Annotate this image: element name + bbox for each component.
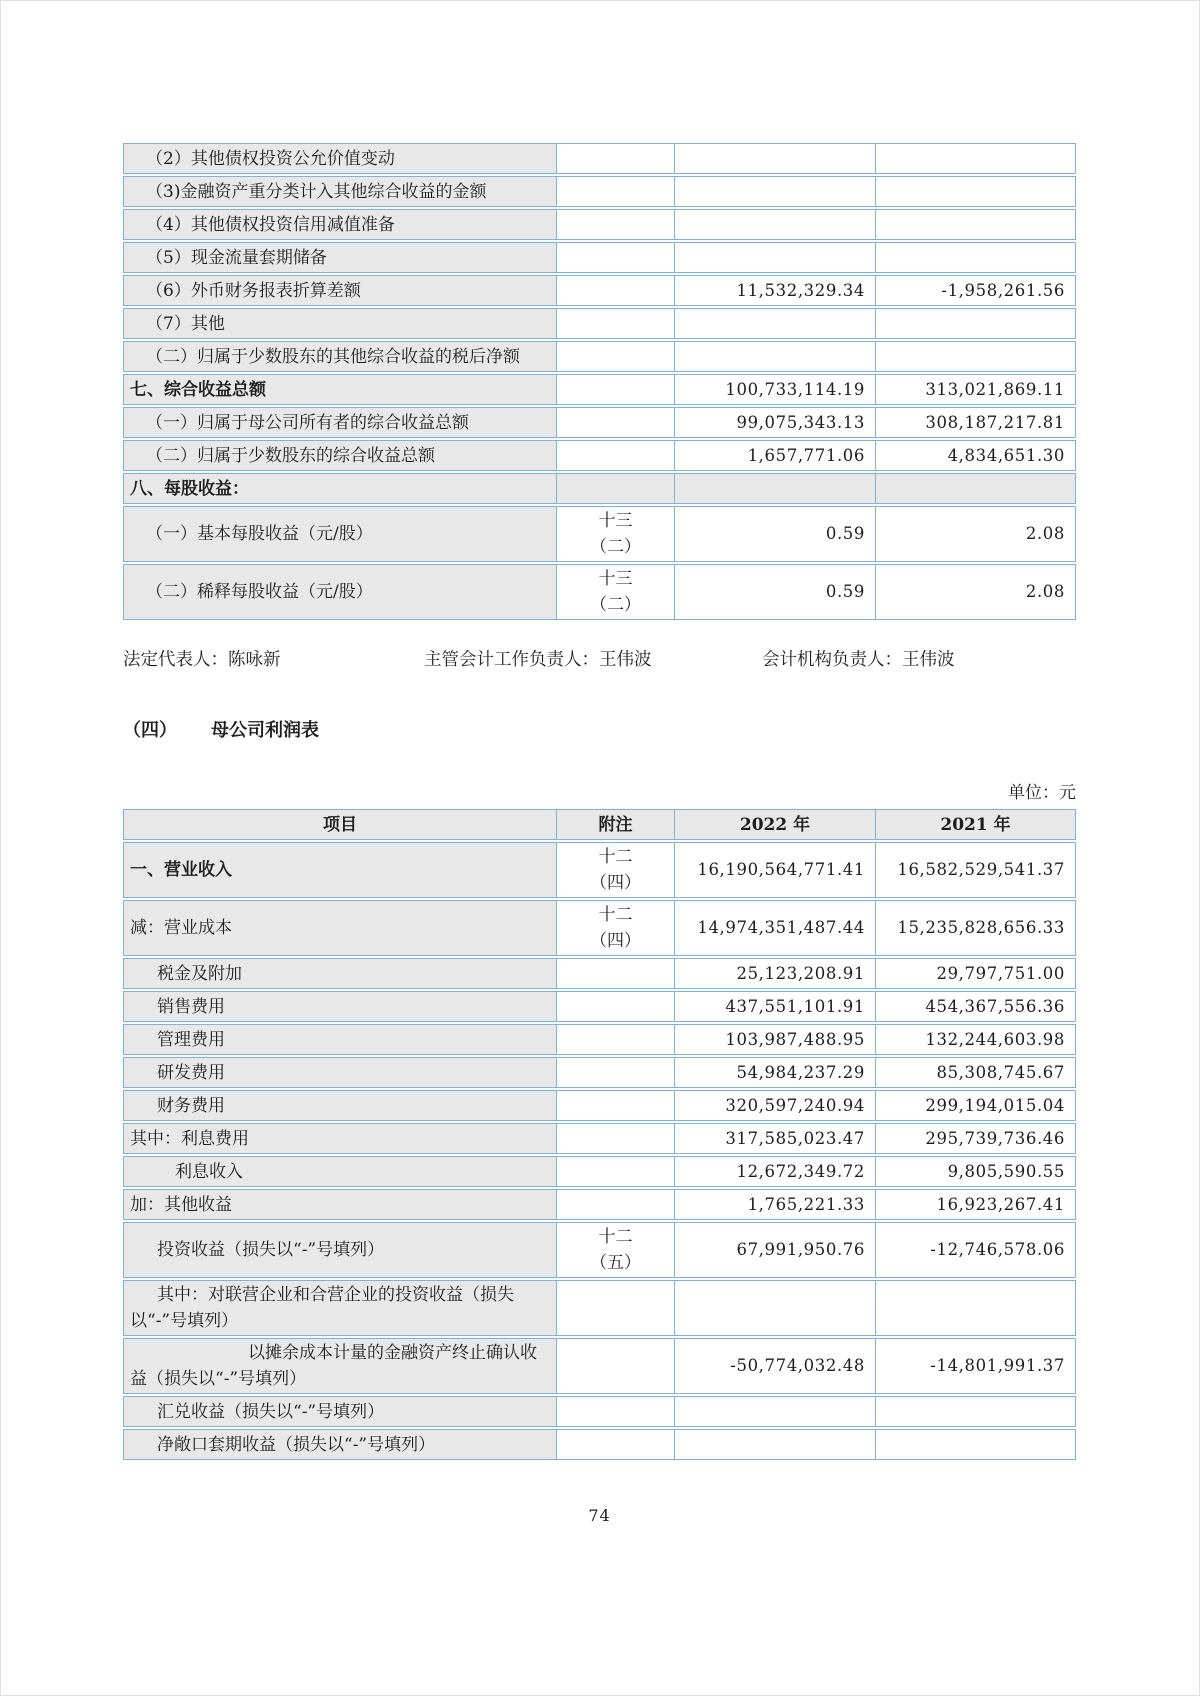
current-period-value-cell bbox=[674, 143, 875, 174]
prior-period-value-cell bbox=[875, 1396, 1076, 1427]
current-period-value-cell: 99,075,343.13 bbox=[674, 407, 875, 438]
table-row bbox=[123, 176, 1076, 207]
prior-period-value-cell: 16,923,267.41 bbox=[875, 1189, 1076, 1220]
note-cell bbox=[556, 1024, 674, 1055]
current-period-value-cell: 12,672,349.72 bbox=[674, 1156, 875, 1187]
note-cell bbox=[556, 473, 674, 504]
note-cell bbox=[556, 143, 674, 174]
prior-period-value-cell bbox=[875, 473, 1076, 504]
prior-period-value-cell: 15,235,828,656.33 bbox=[875, 900, 1076, 956]
note-cell bbox=[556, 1189, 674, 1220]
table-row bbox=[123, 440, 1076, 471]
parent-company-income-statement-table bbox=[123, 807, 1076, 1462]
item-cell: （5）现金流量套期储备 bbox=[123, 242, 556, 273]
note-cell bbox=[556, 407, 674, 438]
current-period-value-cell bbox=[674, 473, 875, 504]
note-cell: 十三 （二） bbox=[556, 564, 674, 620]
prior-period-value-cell: 295,739,736.46 bbox=[875, 1123, 1076, 1154]
accounting-department-head-label: 会计机构负责人：王伟波 bbox=[762, 650, 955, 670]
note-cell: 十二 （五） bbox=[556, 1222, 674, 1278]
prior-period-value-cell: 4,834,651.30 bbox=[875, 440, 1076, 471]
note-cell bbox=[556, 991, 674, 1022]
note-cell bbox=[556, 1123, 674, 1154]
item-cell: （二）归属于少数股东的其他综合收益的税后净额 bbox=[123, 341, 556, 372]
consolidated-table-body bbox=[123, 143, 1076, 620]
current-period-value-cell: 320,597,240.94 bbox=[674, 1090, 875, 1121]
item-cell: 投资收益（损失以“-”号填列） bbox=[123, 1222, 556, 1278]
current-period-value-cell: 103,987,488.95 bbox=[674, 1024, 875, 1055]
item-cell: （4）其他债权投资信用减值准备 bbox=[123, 209, 556, 240]
note-cell bbox=[556, 1338, 674, 1394]
table-row bbox=[123, 1280, 1076, 1336]
item-cell: 汇兑收益（损失以“-”号填列） bbox=[123, 1396, 556, 1427]
table-row bbox=[123, 1123, 1076, 1154]
current-period-value-cell: 54,984,237.29 bbox=[674, 1057, 875, 1088]
prior-period-value-cell: 29,797,751.00 bbox=[875, 958, 1076, 989]
item-cell: （7）其他 bbox=[123, 308, 556, 339]
prior-period-value-cell bbox=[875, 1280, 1076, 1336]
item-cell: 研发费用 bbox=[123, 1057, 556, 1088]
item-cell: （一）归属于母公司所有者的综合收益总额 bbox=[123, 407, 556, 438]
table-row bbox=[123, 900, 1076, 956]
note-cell bbox=[556, 275, 674, 306]
table-row bbox=[123, 407, 1076, 438]
item-cell: 其中：利息费用 bbox=[123, 1123, 556, 1154]
table-row bbox=[123, 1396, 1076, 1427]
current-period-value-cell bbox=[674, 209, 875, 240]
table-row bbox=[123, 842, 1076, 898]
prior-period-value-cell bbox=[875, 209, 1076, 240]
prior-period-value-cell bbox=[875, 143, 1076, 174]
note-cell bbox=[556, 1396, 674, 1427]
table-row bbox=[123, 341, 1076, 372]
header-item: 项目 bbox=[123, 809, 556, 840]
note-cell bbox=[556, 374, 674, 405]
prior-period-value-cell bbox=[875, 1429, 1076, 1460]
header-2021: 2021 年 bbox=[875, 809, 1076, 840]
current-period-value-cell bbox=[674, 176, 875, 207]
chief-accounting-officer-label: 主管会计工作负责人：王伟波 bbox=[424, 650, 652, 670]
note-cell bbox=[556, 1057, 674, 1088]
item-cell: 以摊余成本计量的金融资产终止确认收益（损失以“-”号填列） bbox=[123, 1338, 556, 1394]
note-cell bbox=[556, 958, 674, 989]
note-cell bbox=[556, 1156, 674, 1187]
prior-period-value-cell: 308,187,217.81 bbox=[875, 407, 1076, 438]
table-row bbox=[123, 473, 1076, 504]
current-period-value-cell: 67,991,950.76 bbox=[674, 1222, 875, 1278]
note-cell: 十二 （四） bbox=[556, 842, 674, 898]
prior-period-value-cell: 2.08 bbox=[875, 564, 1076, 620]
item-cell: 加：其他收益 bbox=[123, 1189, 556, 1220]
table-row bbox=[123, 275, 1076, 306]
current-period-value-cell bbox=[674, 308, 875, 339]
table-row bbox=[123, 1057, 1076, 1088]
prior-period-value-cell: -12,746,578.06 bbox=[875, 1222, 1076, 1278]
consolidated-income-statement-table bbox=[123, 141, 1076, 622]
table-row bbox=[123, 1189, 1076, 1220]
item-cell: 净敞口套期收益（损失以“-”号填列） bbox=[123, 1429, 556, 1460]
current-period-value-cell: 0.59 bbox=[674, 564, 875, 620]
prior-period-value-cell: 16,582,529,541.37 bbox=[875, 842, 1076, 898]
note-cell: 十二 （四） bbox=[556, 900, 674, 956]
current-period-value-cell: 1,657,771.06 bbox=[674, 440, 875, 471]
note-cell bbox=[556, 1429, 674, 1460]
prior-period-value-cell: 132,244,603.98 bbox=[875, 1024, 1076, 1055]
item-cell: 销售费用 bbox=[123, 991, 556, 1022]
prior-period-value-cell bbox=[875, 308, 1076, 339]
prior-period-value-cell: -14,801,991.37 bbox=[875, 1338, 1076, 1394]
header-2022: 2022 年 bbox=[674, 809, 875, 840]
current-period-value-cell: 0.59 bbox=[674, 506, 875, 562]
page-number: 74 bbox=[588, 1506, 611, 1525]
table-row bbox=[123, 209, 1076, 240]
prior-period-value-cell: -1,958,261.56 bbox=[875, 275, 1076, 306]
prior-period-value-cell: 2.08 bbox=[875, 506, 1076, 562]
note-cell bbox=[556, 440, 674, 471]
table-row bbox=[123, 564, 1076, 620]
item-cell: （二）稀释每股收益（元/股） bbox=[123, 564, 556, 620]
current-period-value-cell: 437,551,101.91 bbox=[674, 991, 875, 1022]
current-period-value-cell bbox=[674, 1280, 875, 1336]
note-cell bbox=[556, 176, 674, 207]
signature-line bbox=[123, 646, 1076, 670]
table-row bbox=[123, 991, 1076, 1022]
item-cell: （6）外币财务报表折算差额 bbox=[123, 275, 556, 306]
current-period-value-cell: -50,774,032.48 bbox=[674, 1338, 875, 1394]
item-cell: 财务费用 bbox=[123, 1090, 556, 1121]
section-number: （四） bbox=[123, 720, 177, 741]
item-cell: （2）其他债权投资公允价值变动 bbox=[123, 143, 556, 174]
item-cell: （一）基本每股收益（元/股） bbox=[123, 506, 556, 562]
current-period-value-cell bbox=[674, 341, 875, 372]
table-row bbox=[123, 506, 1076, 562]
current-period-value-cell: 11,532,329.34 bbox=[674, 275, 875, 306]
current-period-value-cell: 100,733,114.19 bbox=[674, 374, 875, 405]
table-row bbox=[123, 1338, 1076, 1394]
table-row bbox=[123, 1429, 1076, 1460]
table-row bbox=[123, 242, 1076, 273]
note-cell bbox=[556, 209, 674, 240]
unit-label: 单位：元 bbox=[1008, 783, 1076, 803]
prior-period-value-cell bbox=[875, 176, 1076, 207]
prior-period-value-cell: 454,367,556.36 bbox=[875, 991, 1076, 1022]
current-period-value-cell bbox=[674, 1429, 875, 1460]
note-cell bbox=[556, 1280, 674, 1336]
table-row bbox=[123, 1156, 1076, 1187]
item-cell: 一、营业收入 bbox=[123, 842, 556, 898]
item-cell: 税金及附加 bbox=[123, 958, 556, 989]
note-cell bbox=[556, 341, 674, 372]
table-row bbox=[123, 374, 1076, 405]
item-cell: 利息收入 bbox=[123, 1156, 556, 1187]
item-cell: （3)金融资产重分类计入其他综合收益的金额 bbox=[123, 176, 556, 207]
prior-period-value-cell: 299,194,015.04 bbox=[875, 1090, 1076, 1121]
note-cell: 十三 （二） bbox=[556, 506, 674, 562]
header-note: 附注 bbox=[556, 809, 674, 840]
current-period-value-cell: 1,765,221.33 bbox=[674, 1189, 875, 1220]
table-row bbox=[123, 308, 1076, 339]
prior-period-value-cell bbox=[875, 242, 1076, 273]
table-row bbox=[123, 1024, 1076, 1055]
legal-representative-label: 法定代表人：陈咏新 bbox=[123, 650, 281, 670]
prior-period-value-cell: 9,805,590.55 bbox=[875, 1156, 1076, 1187]
note-cell bbox=[556, 308, 674, 339]
page-content bbox=[123, 141, 1076, 1525]
item-cell: 管理费用 bbox=[123, 1024, 556, 1055]
prior-period-value-cell bbox=[875, 341, 1076, 372]
note-cell bbox=[556, 1090, 674, 1121]
table-row bbox=[123, 1222, 1076, 1278]
note-cell bbox=[556, 242, 674, 273]
item-cell: 其中：对联营企业和合营企业的投资收益（损失以“-”号填列） bbox=[123, 1280, 556, 1336]
parent-table-body bbox=[123, 842, 1076, 1460]
item-cell: （二）归属于少数股东的综合收益总额 bbox=[123, 440, 556, 471]
item-cell: 七、综合收益总额 bbox=[123, 374, 556, 405]
current-period-value-cell bbox=[674, 242, 875, 273]
item-cell: 八、每股收益： bbox=[123, 473, 556, 504]
item-cell: 减：营业成本 bbox=[123, 900, 556, 956]
current-period-value-cell: 25,123,208.91 bbox=[674, 958, 875, 989]
table-row bbox=[123, 143, 1076, 174]
prior-period-value-cell: 313,021,869.11 bbox=[875, 374, 1076, 405]
current-period-value-cell bbox=[674, 1396, 875, 1427]
table-row bbox=[123, 1090, 1076, 1121]
header-row bbox=[123, 809, 1076, 840]
table-row bbox=[123, 958, 1076, 989]
current-period-value-cell: 317,585,023.47 bbox=[674, 1123, 875, 1154]
section-title bbox=[123, 716, 1076, 742]
current-period-value-cell: 16,190,564,771.41 bbox=[674, 842, 875, 898]
prior-period-value-cell: 85,308,745.67 bbox=[875, 1057, 1076, 1088]
section-title-text: 母公司利润表 bbox=[211, 720, 319, 741]
current-period-value-cell: 14,974,351,487.44 bbox=[674, 900, 875, 956]
